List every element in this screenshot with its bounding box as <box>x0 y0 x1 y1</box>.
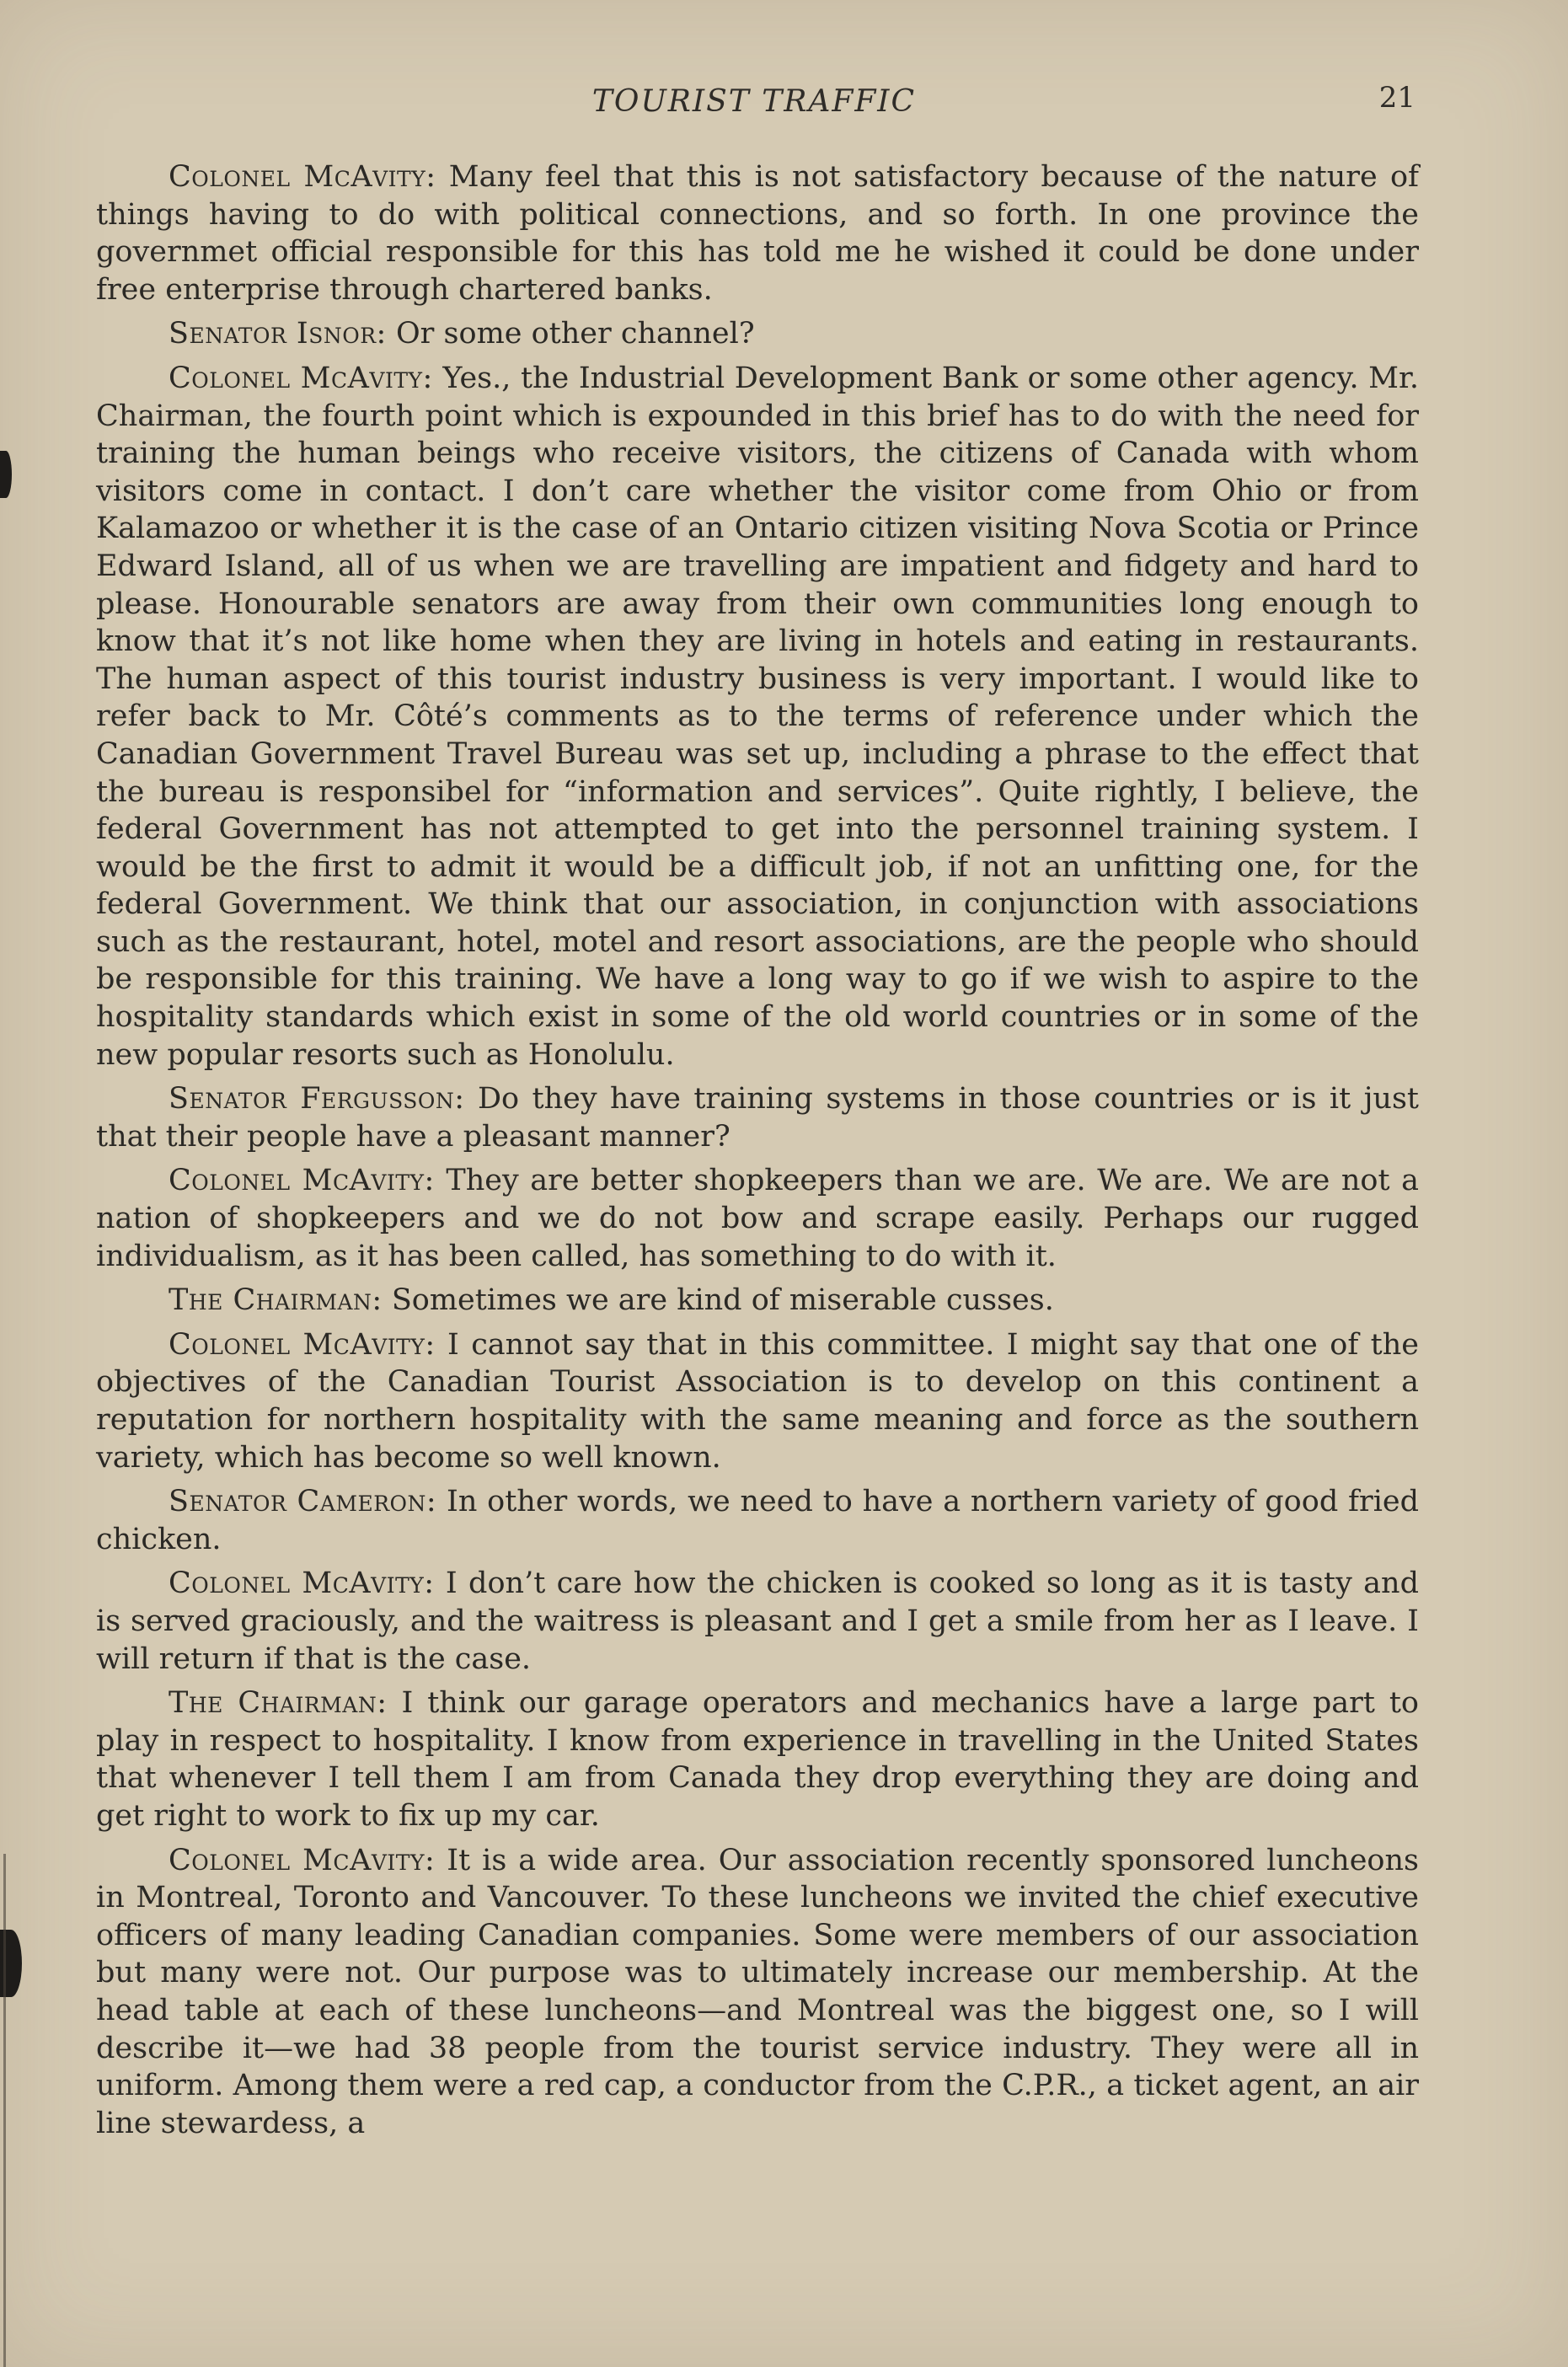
speaker-name: Colonel McAvity: <box>169 361 433 395</box>
paragraph <box>96 1080 1419 1155</box>
paragraph <box>96 158 1419 308</box>
speaker-name: Colonel McAvity: <box>169 1164 435 1198</box>
binding-mark-upper <box>0 451 12 498</box>
speaker-name: Colonel McAvity: <box>169 1843 436 1877</box>
binding-edge <box>3 1854 6 2367</box>
paragraph-text: I cannot say that in this committee. I might say that one of the objectives of the Canadian Tourist Association is to develop on this continent a reputation for northern hospitality with the same meaning and force as the southern variety, which has become so well known. <box>96 1327 1419 1475</box>
speaker-name: Colonel McAvity: <box>169 160 436 194</box>
paragraph-text: They are better shopkeepers than we are. We are. We are not a nation of shopkeepers and we do not bow and scrape easily. Perhaps our rugged individualism, as it has been called, has something to do with it. <box>96 1164 1419 1273</box>
paragraph <box>96 1684 1419 1834</box>
paragraph <box>96 1483 1419 1558</box>
paragraph <box>96 1565 1419 1678</box>
speaker-name: Senator Fergusson: <box>169 1082 465 1117</box>
paragraph <box>96 1282 1419 1320</box>
paragraph-text: Or some other channel? <box>386 317 755 351</box>
paragraph <box>96 315 1419 353</box>
paragraph-text: Sometimes we are kind of miserable cusses. <box>382 1283 1054 1318</box>
speaker-name: The Chairman: <box>169 1686 388 1721</box>
page-number: 21 <box>1378 81 1415 115</box>
paragraph <box>96 1162 1419 1275</box>
page-header <box>93 81 1415 135</box>
transcript-body <box>96 158 1419 2149</box>
paragraph-text: It is a wide area. Our association recently sponsored luncheons in Montreal, Toronto and Vancouver. To these luncheons we invited the chief executive officers of many leading Canadian companies. Some were members of our association but many were not. Our purpose was to ultimately increase our membership. At the head table at each of these luncheons—and Montreal was the biggest one, so I will describe it—we had 38 people from the tourist service industry. They were all in uniform. Among them were a red cap, a conductor from the C.P.R., a ticket agent, an air line stewardess, a <box>96 1843 1419 2140</box>
paragraph-text: Many feel that this is not satisfactory because of the nature of things having to do with political connections, and so forth. In one province the governmet official responsible for this has told me he wished it could be done under free enterprise through chartered banks. <box>96 160 1419 307</box>
paragraph-text: In other words, we need to have a northern variety of good fried chicken. <box>96 1485 1420 1556</box>
paragraph <box>96 1326 1419 1476</box>
running-head: TOURIST TRAFFIC <box>591 84 917 119</box>
speaker-name: Colonel McAvity: <box>169 1327 436 1362</box>
speaker-name: Colonel McAvity: <box>169 1566 435 1601</box>
paragraph <box>96 360 1419 1074</box>
paragraph-text: I think our garage operators and mechanics have a large part to play in respect to hospitality. I know from experience in travelling in the United States that whenever I tell them I am from Canada they drop everything they are doing and get right to work to fix up my car. <box>96 1686 1419 1833</box>
paragraph-text: Do they have training systems in those countries or is it just that their people have a pleasant manner? <box>96 1082 1420 1154</box>
speaker-name: Senator Isnor: <box>169 317 387 351</box>
speaker-name: The Chairman: <box>169 1283 383 1318</box>
speaker-name: Senator Cameron: <box>169 1485 437 1519</box>
paragraph-text: I don’t care how the chicken is cooked so long as it is tasty and is served graciously, and the waitress is pleasant and I get a smile from her as I leave. I will return if that is the case. <box>96 1566 1419 1676</box>
paragraph-text: Yes., the Industrial Development Bank or some other agency. Mr. Chairman, the fourth point which is expounded in this brief has to do with the need for training the human beings who receive visitors, the citizens of Canada with whom visitors come in contact. I don’t care whether the visitor come from Ohio or from Kalamazoo or whether it is the case of an Ontario citizen visiting Nova Scotia or Prince Edward Island, all of us when we are travelling are impatient and fidgety and hard to please. Honourable senators are away from their own communities long enough to know that it’s not like home when they are living in hotels and eating in restaurants. The human aspect of this tourist industry business is very important. I would like to refer back to Mr. Côté’s comments as to the terms of reference under which the Canadian Government Travel Bureau was set up, including a phrase to the effect that the bureau is responsibel for “information and services”. Quite rightly, I believe, the federal Government has not attempted to get into the personnel training system. I would be the first to admit it would be a difficult job, if not an unfitting one, for the federal Government. We think that our association, in conjunction with associations such as the restaurant, hotel, motel and resort associations, are the people who should be responsible for this training. We have a long way to go if we wish to aspire to the hospitality standards which exist in some of the old world countries or in some of the new popular resorts such as Honolulu. <box>96 361 1419 1072</box>
paragraph <box>96 1842 1419 2143</box>
